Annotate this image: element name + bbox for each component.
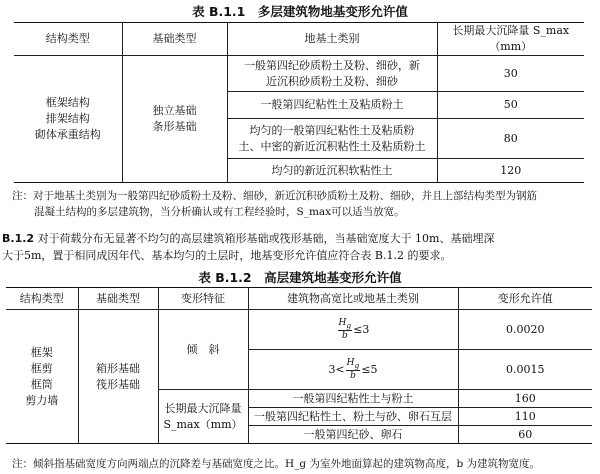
t1-value: 30 bbox=[437, 56, 584, 92]
fraction-numerator: H bbox=[338, 317, 347, 328]
t1-header-foundation: 基础类型 bbox=[122, 23, 227, 56]
t2-foundation-type: 箱形基础 bbox=[96, 361, 140, 375]
fraction-numerator: H bbox=[346, 357, 355, 368]
table1 bbox=[14, 22, 584, 183]
t1-foundation-type: 条形基础 bbox=[152, 120, 197, 133]
t1-header-soil: 地基土类别 bbox=[227, 23, 437, 56]
t2-tilt-label: 倾 斜 bbox=[158, 310, 248, 390]
t2-tilt-condition bbox=[248, 310, 458, 350]
t1-soil-cell bbox=[227, 56, 437, 92]
clause-text: 对于荷载分布无显著不均匀的高层建筑箱形基础或筏形基础，当基础宽度大于 10m、基础埋深 bbox=[37, 232, 495, 245]
t1-structure-types bbox=[14, 56, 122, 183]
t1-value: 80 bbox=[437, 119, 584, 159]
t2-soil-cell: 一般第四纪砂、卵石 bbox=[248, 426, 458, 444]
fraction-subscript: g bbox=[354, 360, 360, 370]
clause-b12 bbox=[2, 230, 598, 264]
note1-line: 注：对于地基土类别为一般第四纪砂质粉土及粉、细砂，新近沉积砂质粉土及粉、细砂，并且上部结构类型为钢筋 bbox=[12, 190, 537, 202]
t2-settlement-label bbox=[158, 390, 248, 444]
t2-value: 110 bbox=[458, 408, 592, 426]
t2-foundation-type: 筏形基础 bbox=[96, 377, 140, 391]
t2-structure-type: 框架 bbox=[30, 345, 53, 359]
t1-foundation-types bbox=[122, 56, 227, 183]
fraction-denominator: b bbox=[350, 371, 356, 382]
t2-value: 0.0015 bbox=[458, 350, 592, 390]
settlement-label-line: 长期最大沉降量 bbox=[164, 401, 242, 415]
note1 bbox=[12, 188, 598, 220]
ratio-fraction bbox=[346, 358, 361, 382]
t2-soil-cell: 一般第四纪粘性土、粉土与砂、卵石互层 bbox=[248, 408, 458, 426]
t2-structure-type: 剪力墙 bbox=[25, 393, 59, 407]
t2-structure-type: 框剪 bbox=[30, 361, 53, 375]
t1-foundation-type: 独立基础 bbox=[152, 104, 197, 117]
t1-header-settlement: 长期最大沉降量 S_max（mm） bbox=[437, 23, 584, 56]
ineq-left: 3< bbox=[328, 362, 345, 376]
t2-value: 60 bbox=[458, 426, 592, 444]
clause-number: B.1.2 bbox=[2, 232, 35, 245]
t2-header-allowable: 变形允许值 bbox=[458, 288, 592, 310]
t2-structure-types bbox=[6, 310, 78, 444]
t2-header-ratio-soil: 建筑物高宽比或地基土类别 bbox=[248, 288, 458, 310]
fraction-subscript: g bbox=[346, 320, 352, 330]
t2-header-deformation: 变形特征 bbox=[158, 288, 248, 310]
ineq-right: ≤5 bbox=[361, 362, 378, 376]
t1-soil-line: 土、中密的新近沉积粘性土及粘质粉土 bbox=[238, 139, 426, 153]
t1-soil-line: 均匀的一般第四纪粘性土及粘质粉 bbox=[249, 123, 415, 137]
t1-soil-line: 一般第四纪砂质粉土及粉、细砂，新 bbox=[244, 58, 420, 72]
t2-structure-type: 框筒 bbox=[30, 377, 53, 391]
ratio-fraction bbox=[338, 318, 353, 342]
t2-tilt-condition bbox=[248, 350, 458, 390]
clause-text: 大于5m，置于相同成因年代、基本均匀的土层时，地基变形允许值应符合表 B.1.2 的要求。 bbox=[2, 249, 452, 262]
t1-soil-line: 近沉积砂质粉土及粉、细砂 bbox=[266, 74, 398, 88]
t1-soil-cell: 均匀的新近沉积软粘性土 bbox=[227, 159, 437, 183]
t1-value: 50 bbox=[437, 92, 584, 119]
table2 bbox=[6, 287, 592, 444]
t1-structure-type: 砌体承重结构 bbox=[34, 128, 101, 141]
t1-value: 120 bbox=[437, 159, 584, 183]
t1-structure-type: 框架结构 bbox=[45, 96, 90, 109]
t2-soil-cell: 一般第四纪粘性土与粉土 bbox=[248, 390, 458, 408]
t1-soil-cell bbox=[227, 119, 437, 159]
note1-line: 混凝土结构的多层建筑物，当分析确认或有工程经验时，S_max可以适当放宽。 bbox=[34, 206, 405, 218]
t1-structure-type: 排架结构 bbox=[45, 112, 90, 125]
t2-header-foundation: 基础类型 bbox=[78, 288, 158, 310]
fraction-denominator: b bbox=[342, 331, 348, 342]
t2-value: 160 bbox=[458, 390, 592, 408]
t2-foundation-types bbox=[78, 310, 158, 444]
t1-header-structure: 结构类型 bbox=[14, 23, 122, 56]
note2: 注：倾斜指基础宽度方向两端点的沉降差与基础宽度之比。H_g 为室外地面算起的建筑物高度，b 为建筑物宽度。 bbox=[12, 458, 541, 470]
settlement-label-line: S_max（mm） bbox=[163, 417, 243, 431]
table2-title: 表 B.1.2 高层建筑地基变形允许值 bbox=[198, 270, 402, 285]
t1-soil-cell: 一般第四纪粘性土及粘质粉土 bbox=[227, 92, 437, 119]
t2-value: 0.0020 bbox=[458, 310, 592, 350]
t2-header-structure: 结构类型 bbox=[6, 288, 78, 310]
table1-title: 表 B.1.1 多层建筑物地基变形允许值 bbox=[192, 4, 408, 19]
ineq-right: ≤3 bbox=[353, 322, 370, 336]
